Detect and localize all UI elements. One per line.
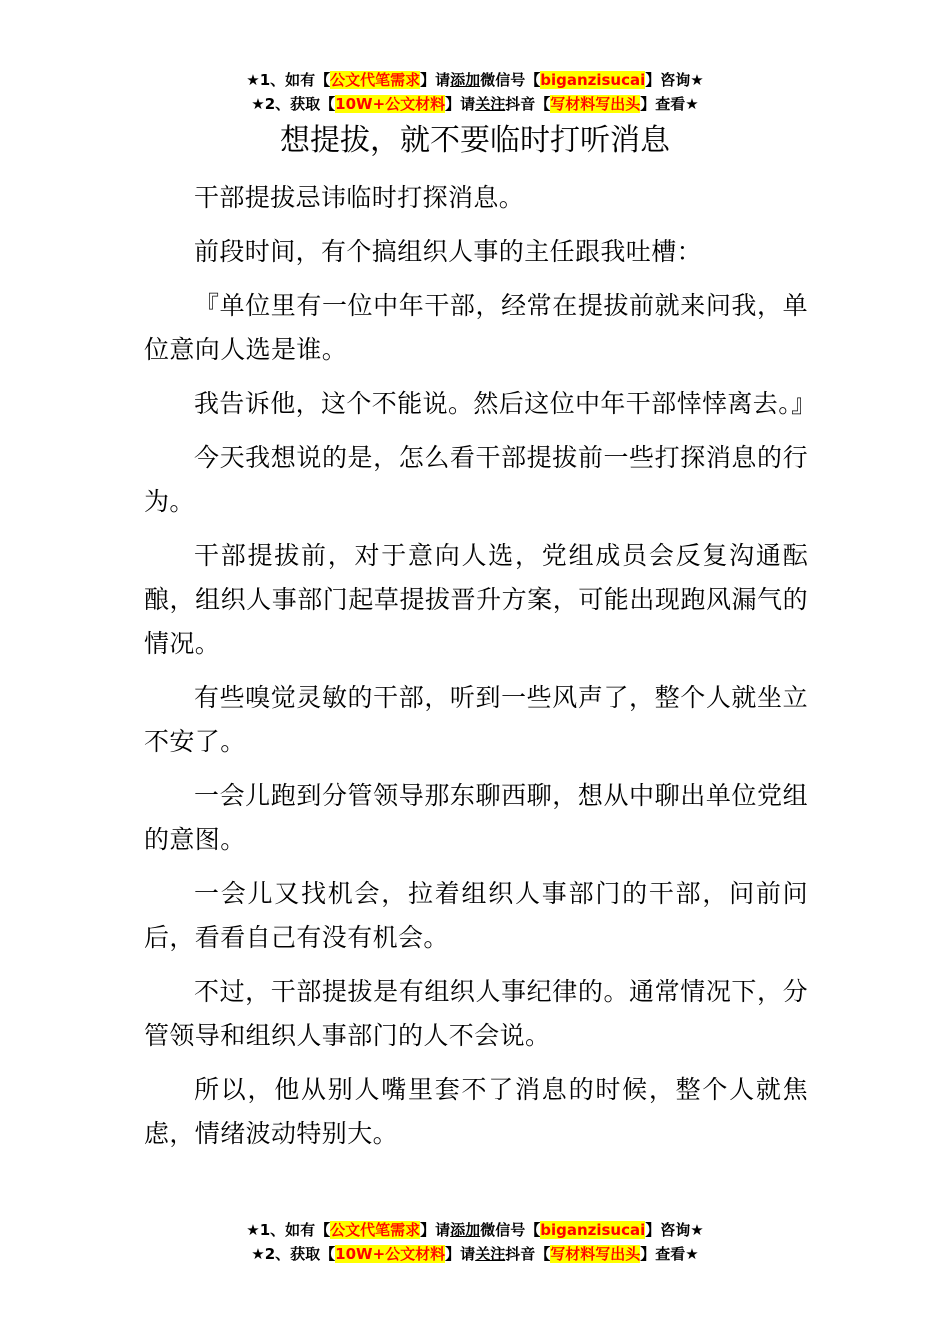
document-body: [144, 176, 817, 1166]
promo-text: 1、如有【: [259, 71, 331, 89]
body-paragraph: 所以，他从别人嘴里套不了消息的时候，整个人就焦虑，情绪波动特别大。: [144, 1075, 808, 1148]
promo-highlight: biganzisucai: [540, 1221, 646, 1239]
promo-highlight: 10W+公文材料: [335, 1245, 446, 1263]
star-icon: ★: [685, 1245, 699, 1263]
promo-line-2: [0, 92, 950, 116]
promo-emphasis: 添加: [450, 1221, 481, 1239]
promo-highlight: biganzisucai: [540, 71, 646, 89]
promo-text: 】请: [445, 95, 476, 113]
body-paragraph: 干部提拔前，对于意向人选，党组成员会反复沟通酝酿，组织人事部门起草提拔晋升方案，可能出现跑风漏气的情况。: [144, 541, 808, 658]
promo-banner-bottom: [0, 1218, 950, 1266]
body-paragraph: 今天我想说的是，怎么看干部提拔前一些打探消息的行为。: [144, 443, 808, 516]
body-paragraph: 我告诉他，这个不能说。然后这位中年干部悻悻离去。』: [194, 389, 817, 418]
promo-text: 】查看: [640, 1245, 686, 1263]
promo-emphasis: 添加: [450, 71, 481, 89]
star-icon: ★: [690, 71, 704, 89]
promo-text: 2、获取【: [264, 95, 336, 113]
promo-text: 1、如有【: [259, 1221, 331, 1239]
promo-highlight: 10W+公文材料: [335, 95, 446, 113]
body-paragraph: 有些嗅觉灵敏的干部，听到一些风声了，整个人就坐立不安了。: [144, 683, 808, 756]
promo-text: 微信号【: [480, 71, 541, 89]
promo-banner-top: [0, 68, 950, 116]
promo-line-1: [0, 1218, 950, 1242]
body-paragraph: 一会儿跑到分管领导那东聊西聊，想从中聊出单位党组的意图。: [144, 781, 808, 854]
promo-text: 微信号【: [480, 1221, 541, 1239]
star-icon: ★: [246, 1221, 260, 1239]
body-paragraph: 一会儿又找机会，拉着组织人事部门的干部，问前问后，看看自己有没有机会。: [144, 879, 808, 952]
promo-text: 】请: [420, 71, 451, 89]
promo-text: 】咨询: [645, 71, 691, 89]
promo-highlight: 公文代笔需求: [330, 71, 421, 89]
body-paragraph: 不过，干部提拔是有组织人事纪律的。通常情况下，分管领导和组织人事部门的人不会说。: [144, 977, 808, 1050]
promo-text: 】咨询: [645, 1221, 691, 1239]
promo-highlight: 写材料写出头: [550, 95, 641, 113]
body-paragraph: 干部提拔忌讳临时打探消息。: [194, 183, 525, 212]
promo-text: 抖音【: [505, 1245, 551, 1263]
promo-emphasis: 关注: [475, 1245, 506, 1263]
star-icon: ★: [685, 95, 699, 113]
promo-line-2: [0, 1242, 950, 1266]
star-icon: ★: [690, 1221, 704, 1239]
promo-text: 】请: [445, 1245, 476, 1263]
body-paragraph: 前段时间，有个搞组织人事的主任跟我吐槽：: [194, 237, 703, 266]
promo-text: 2、获取【: [264, 1245, 336, 1263]
promo-highlight: 写材料写出头: [550, 1245, 641, 1263]
promo-text: 】查看: [640, 95, 686, 113]
promo-emphasis: 关注: [475, 95, 506, 113]
promo-text: 抖音【: [505, 95, 551, 113]
promo-highlight: 公文代笔需求: [330, 1221, 421, 1239]
promo-line-1: [0, 68, 950, 92]
star-icon: ★: [251, 95, 265, 113]
star-icon: ★: [246, 71, 260, 89]
document-title: 想提拔，就不要临时打听消息: [280, 123, 670, 158]
star-icon: ★: [251, 1245, 265, 1263]
promo-text: 】请: [420, 1221, 451, 1239]
body-paragraph: 『单位里有一位中年干部，经常在提拔前就来问我，单位意向人选是谁。: [144, 291, 808, 364]
